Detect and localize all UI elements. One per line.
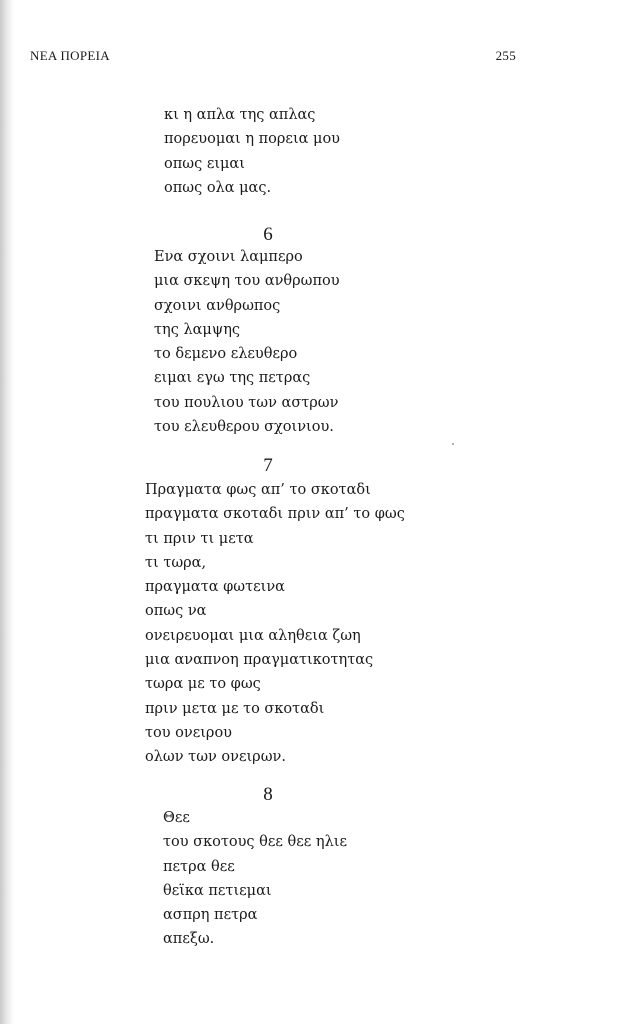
poem-line: Πραγματα φως απ’ το σκοταδι bbox=[145, 482, 371, 498]
stanza-7 bbox=[145, 478, 405, 770]
poem-line: μια σκεψη του ανθρωπου bbox=[154, 273, 340, 290]
poem-line: πριν μετα με το σκοταδι bbox=[145, 700, 325, 717]
poem-line: οπως να bbox=[145, 603, 207, 620]
stanza-8 bbox=[163, 806, 347, 952]
running-title: ΝΕΑ ΠΟΡΕΙΑ bbox=[30, 48, 110, 63]
poem-line: κι η απλα της απλας bbox=[164, 107, 316, 123]
poem-line: της λαμψης bbox=[154, 321, 241, 338]
poem-line: ολων των ονειρων. bbox=[145, 749, 286, 766]
poem-line: σχοινι ανθρωπος bbox=[154, 297, 281, 314]
poem-line: τωρα με το φως bbox=[145, 676, 261, 693]
section-number-6: 6 bbox=[263, 224, 273, 245]
paper-speck bbox=[452, 443, 454, 445]
poem-line: το δεμενο ελευθερο bbox=[154, 346, 298, 363]
poem-line: του ονειρου bbox=[145, 724, 232, 741]
poem-line: πετρα θεε bbox=[163, 858, 235, 875]
poem-line: απεξω. bbox=[163, 931, 215, 948]
section-number-7: 7 bbox=[263, 455, 273, 476]
poem-line: θεϊκα πετιεμαι bbox=[163, 882, 272, 899]
poem-line: τι τωρα, bbox=[145, 554, 207, 571]
stanza-intro bbox=[164, 103, 340, 200]
poem-line: ασπρη πετρα bbox=[163, 907, 258, 924]
page-gutter-shadow bbox=[0, 0, 14, 1024]
poem-line: μια αναπνοη πραγματικοτητας bbox=[145, 652, 374, 669]
poem-line: τι πριν τι μετα bbox=[145, 530, 254, 547]
stanza-6 bbox=[154, 245, 340, 439]
poem-line: του σκοτους θεε θεε ηλιε bbox=[163, 834, 347, 851]
poem-line: πορευομαι η πορεια μου bbox=[164, 131, 340, 148]
poem-line: πραγματα σκοταδι πριν απ’ το φως bbox=[145, 506, 405, 523]
poem-line: του ελευθερου σχοινιου. bbox=[154, 419, 334, 436]
poem-line: ειμαι εγω της πετρας bbox=[154, 370, 311, 387]
poem-line: οπως ολα μας. bbox=[164, 179, 272, 196]
poem-line: οπως ειμαι bbox=[164, 155, 245, 172]
poem-line: Ενα σχοινι λαμπερο bbox=[154, 249, 303, 265]
section-number-8: 8 bbox=[263, 784, 273, 805]
poem-line: Θεε bbox=[163, 810, 190, 826]
poem-line: του πουλιου των αστρων bbox=[154, 394, 339, 411]
poem-line: πραγματα φωτεινα bbox=[145, 579, 285, 596]
poem-line: ονειρευομαι μια αληθεια ζωη bbox=[145, 627, 361, 644]
page-number: 255 bbox=[495, 48, 516, 63]
